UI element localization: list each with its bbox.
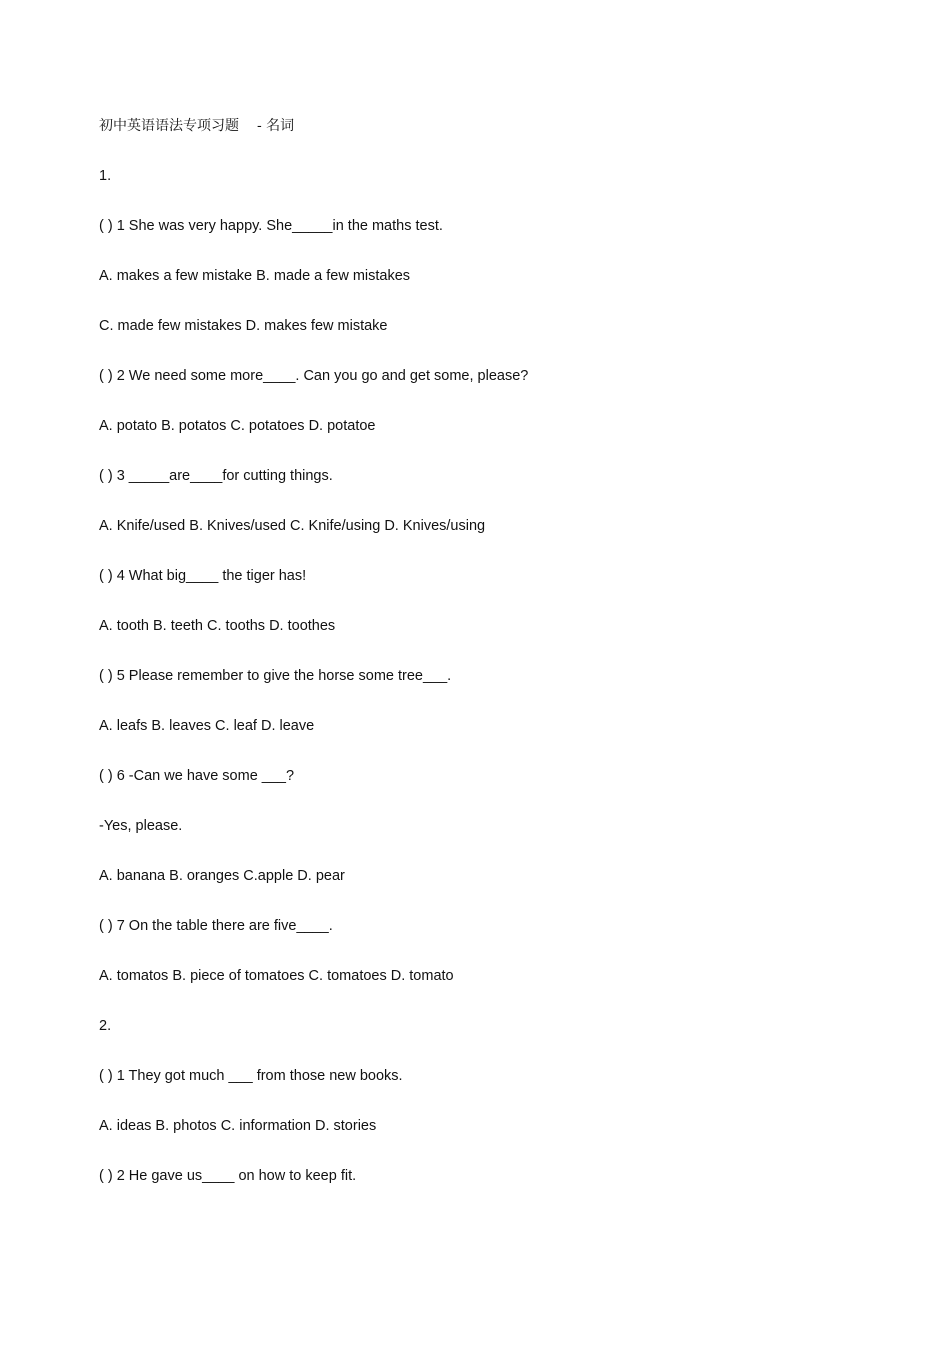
question-line: ( ) 5 Please remember to give the horse some tree___. (99, 668, 452, 684)
title-text: 初中英语语法专项习题 (99, 118, 239, 134)
question-line: ( ) 4 What big____ the tiger has! (99, 568, 307, 584)
options-line: A. tomatos B. piece of tomatoes C. tomatoes D. tomato (99, 968, 454, 984)
options-line: A. banana B. oranges C.apple D. pear (99, 868, 345, 884)
options-line: A. leafs B. leaves C. leaf D. leave (99, 718, 315, 734)
options-line: A. Knife/used B. Knives/used C. Knife/using D. Knives/using (99, 518, 486, 534)
section-number: 2. (99, 1018, 112, 1034)
title-suffix: - 名词 (257, 118, 295, 134)
question-line: ( ) 1 They got much ___ from those new books. (99, 1068, 403, 1084)
options-line: A. makes a few mistake B. made a few mistakes (99, 268, 411, 284)
question-line: ( ) 2 We need some more____. Can you go and get some, please? (99, 368, 529, 384)
document-body (99, 116, 899, 1216)
options-line: C. made few mistakes D. makes few mistake (99, 318, 388, 334)
document-title (99, 116, 899, 166)
options-line: A. potato B. potatos C. potatoes D. potatoe (99, 418, 376, 434)
question-line: ( ) 3 _____are____for cutting things. (99, 468, 333, 484)
dialogue-line: -Yes, please. (99, 818, 183, 834)
options-line: A. ideas B. photos C. information D. stories (99, 1118, 377, 1134)
question-line: ( ) 6 -Can we have some ___? (99, 768, 295, 784)
question-line: ( ) 1 She was very happy. She_____in the maths test. (99, 218, 443, 234)
section-number: 1. (99, 168, 112, 184)
question-line: ( ) 2 He gave us____ on how to keep fit. (99, 1168, 357, 1184)
question-line: ( ) 7 On the table there are five____. (99, 918, 333, 934)
options-line: A. tooth B. teeth C. tooths D. toothes (99, 618, 336, 634)
